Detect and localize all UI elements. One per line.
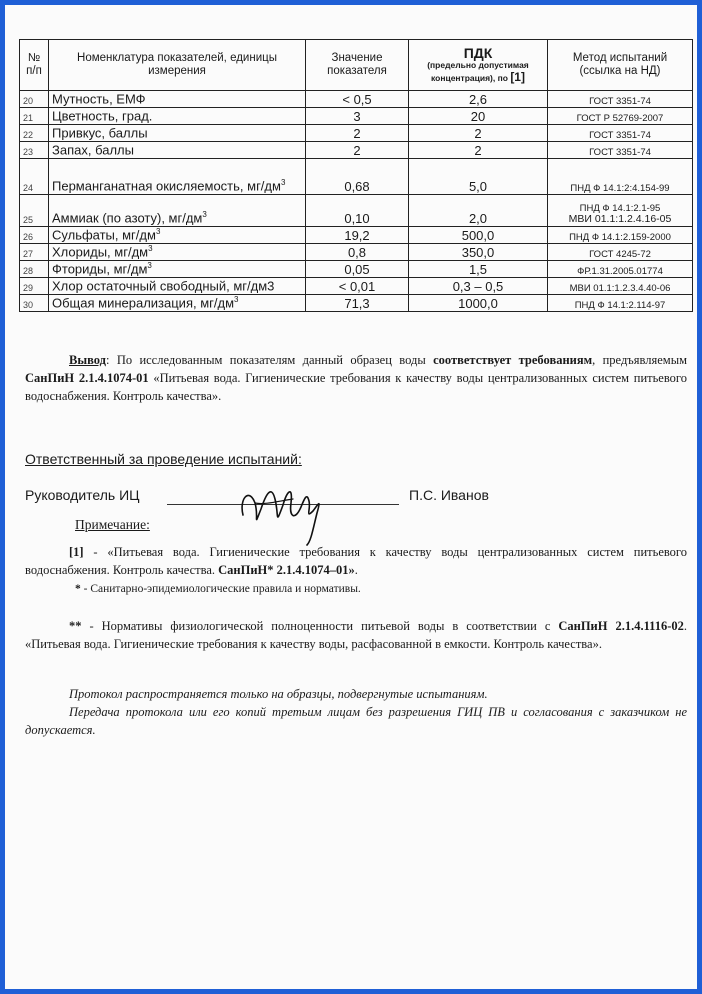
signer-role: Руководитель ИЦ <box>25 487 140 503</box>
conclusion-label: Вывод <box>69 353 106 367</box>
row-indicator <box>49 244 306 261</box>
row-method-line-1: ГОСТ 4245-72 <box>589 248 651 260</box>
conclusion-text-3: «Питьевая вода. Гигиенические требования к качеству воды централизованных систем питьевого водоснабжения. Контроль качества». <box>25 371 687 404</box>
conclusion-text-1: : По исследованным показателям данный образец воды <box>105 353 434 367</box>
table-row <box>20 278 693 295</box>
row-pdk: 350,0 <box>409 244 548 261</box>
row-indicator-text: Цветность, град. <box>52 108 153 124</box>
footnote-1-end: . <box>354 563 358 578</box>
row-pdk: 1000,0 <box>409 295 548 312</box>
table-row <box>20 142 693 159</box>
row-number: 24 <box>20 159 49 195</box>
row-pdk: 1,5 <box>409 261 548 278</box>
row-value: < 0,5 <box>306 91 409 108</box>
row-method <box>548 261 693 278</box>
footnote-2-end: . «Питьевая вода. Гигиенические требования к качеству воды, расфасованной в емкости. Контроль качества». <box>25 619 687 652</box>
row-indicator <box>49 159 306 195</box>
row-unit-sup: 3 <box>202 210 207 220</box>
footnote-2 <box>25 617 687 653</box>
row-pdk: 2 <box>409 142 548 159</box>
header-method: Метод испытаний (ссылка на НД) <box>548 40 693 91</box>
header-num: № п/п <box>20 40 49 91</box>
row-number: 26 <box>20 227 49 244</box>
footnote-1-ref: [1] <box>69 545 84 559</box>
note-title: Примечание: <box>75 517 150 532</box>
row-indicator-text: Запах, баллы <box>52 142 134 158</box>
footnote-1-bold: СанПиН* 2.1.4.1074–01» <box>218 563 355 578</box>
row-indicator-text: Фториды, мг/дм <box>52 261 148 277</box>
row-indicator <box>49 227 306 244</box>
row-method-line-2: МВИ 01.1:1.2.4.16-05 <box>568 213 672 226</box>
table-row <box>20 195 693 227</box>
row-method <box>548 91 693 108</box>
table-row <box>20 261 693 278</box>
row-number: 27 <box>20 244 49 261</box>
document-page <box>19 17 693 987</box>
table-header-row <box>20 40 693 91</box>
row-method-line-1: ПНД Ф 14.1:2.159-2000 <box>569 231 671 243</box>
table-row <box>20 159 693 195</box>
row-pdk: 2,0 <box>409 195 548 227</box>
row-method-line-1: МВИ 01.1:1.2.3.4.40-06 <box>569 282 671 294</box>
row-value: 0,68 <box>306 159 409 195</box>
conclusion-bold-2: СанПиН 2.1.4.1074-01 <box>25 371 149 386</box>
row-value: 3 <box>306 108 409 125</box>
row-method-line-1: ФР.1.31.2005.01774 <box>577 265 663 277</box>
row-method-line-1: ПНД Ф 14.1:2.1-95 <box>579 203 661 215</box>
handwritten-signature <box>235 469 325 549</box>
row-pdk: 500,0 <box>409 227 548 244</box>
row-method <box>548 227 693 244</box>
row-unit-sup: 3 <box>234 295 239 305</box>
row-method-line-1: ГОСТ 3351-74 <box>589 129 651 141</box>
row-pdk: 5,0 <box>409 159 548 195</box>
row-indicator-text: Хлор остаточный свободный, мг/дм3 <box>52 278 275 294</box>
row-number: 21 <box>20 108 49 125</box>
row-value: 0,10 <box>306 195 409 227</box>
row-method <box>548 278 693 295</box>
row-unit-sup: 3 <box>155 227 161 237</box>
row-method-line-1: ПНД Ф 14.1:2:4.154-99 <box>570 182 670 194</box>
row-method-line-1: ПНД Ф 14.1:2.114-97 <box>574 299 666 311</box>
signer-name: П.С. Иванов <box>409 487 489 503</box>
row-indicator <box>49 195 306 227</box>
header-pdk-title: ПДК <box>463 45 493 62</box>
footnote-1 <box>25 543 687 579</box>
row-indicator-text: Хлориды, мг/дм <box>52 244 149 260</box>
row-pdk: 20 <box>409 108 548 125</box>
row-unit-sup: 3 <box>147 261 152 271</box>
row-method <box>548 195 693 227</box>
footnote-star-mark: * <box>75 583 81 595</box>
header-value: Значение показателя <box>306 40 409 91</box>
row-indicator-text: Аммиак (по азоту), мг/дм <box>52 210 203 226</box>
footnote-1-text: - «Питьевая вода. Гигиенические требования к качеству воды централизованных систем питьевого водоснабжения. Контроль качества. <box>25 545 687 578</box>
header-name: Номенклатура показателей, единицы измерения <box>49 40 306 91</box>
row-indicator <box>49 142 306 159</box>
footnote-2-text: - Нормативы физиологической полноценности питьевой воды в соответствии с <box>81 619 559 633</box>
table-row <box>20 108 693 125</box>
table-body <box>20 91 693 312</box>
row-method <box>548 108 693 125</box>
disclaimer <box>25 685 687 739</box>
row-method-line-1: ГОСТ 3351-74 <box>589 95 651 107</box>
footnote-star <box>75 583 361 595</box>
row-method-line-1: ГОСТ 3351-74 <box>589 146 651 158</box>
row-method <box>548 295 693 312</box>
row-number: 29 <box>20 278 49 295</box>
row-method <box>548 125 693 142</box>
row-method <box>548 142 693 159</box>
row-indicator-text: Общая минерализация, мг/дм <box>52 295 235 311</box>
disclaimer-line-2: Передача протокола или его копий третьим лицам без разрешения ГИЦ ПВ и согласования с заказчиком не допускается. <box>25 705 687 738</box>
row-indicator <box>49 295 306 312</box>
conclusion <box>25 351 687 405</box>
row-unit-sup: 3 <box>280 178 286 188</box>
row-value: 2 <box>306 125 409 142</box>
row-pdk: 2 <box>409 125 548 142</box>
row-value: 71,3 <box>306 295 409 312</box>
conclusion-text-2: , предъявляемым <box>592 353 688 367</box>
row-number: 28 <box>20 261 49 278</box>
row-method <box>548 244 693 261</box>
signer-row <box>25 487 695 513</box>
table-row <box>20 244 693 261</box>
row-value: 0,8 <box>306 244 409 261</box>
row-number: 23 <box>20 142 49 159</box>
row-pdk: 2,6 <box>409 91 548 108</box>
footnote-2-mark: ** <box>69 619 82 633</box>
row-indicator <box>49 108 306 125</box>
row-method <box>548 159 693 195</box>
header-pdk <box>409 40 548 91</box>
table-row <box>20 125 693 142</box>
conclusion-bold-1: соответствует требованиям <box>433 353 593 367</box>
footnote-star-text: - Санитарно-эпидемиологические правила и нормативы. <box>80 583 361 595</box>
footnote-2-bold: СанПиН 2.1.4.1116-02 <box>558 619 684 633</box>
row-indicator-text: Перманганатная окисляемость, мг/дм <box>52 178 281 194</box>
row-number: 22 <box>20 125 49 142</box>
table-row <box>20 227 693 244</box>
row-indicator <box>49 261 306 278</box>
row-value: 0,05 <box>306 261 409 278</box>
row-value: 19,2 <box>306 227 409 244</box>
results-table <box>19 39 693 312</box>
row-indicator-text: Сульфаты, мг/дм <box>52 227 156 243</box>
row-pdk: 0,3 – 0,5 <box>409 278 548 295</box>
row-indicator <box>49 91 306 108</box>
header-pdk-subtitle: (предельно допустимая концентрация), по <box>427 60 529 83</box>
header-pdk-ref: [1] <box>510 69 525 84</box>
disclaimer-line-1: Протокол распространяется только на образцы, подвергнутые испытаниям. <box>69 687 488 701</box>
row-indicator-text: Мутность, ЕМФ <box>52 91 146 107</box>
table-row <box>20 295 693 312</box>
row-value: < 0,01 <box>306 278 409 295</box>
responsible-heading: Ответственный за проведение испытаний: <box>25 451 302 467</box>
row-number: 30 <box>20 295 49 312</box>
row-value: 2 <box>306 142 409 159</box>
row-number: 20 <box>20 91 49 108</box>
row-indicator-text: Привкус, баллы <box>52 125 148 141</box>
row-method-line-1: ГОСТ Р 52769-2007 <box>576 112 664 124</box>
table-row <box>20 91 693 108</box>
row-indicator <box>49 278 306 295</box>
row-unit-sup: 3 <box>148 244 153 254</box>
row-number: 25 <box>20 195 49 227</box>
row-indicator <box>49 125 306 142</box>
